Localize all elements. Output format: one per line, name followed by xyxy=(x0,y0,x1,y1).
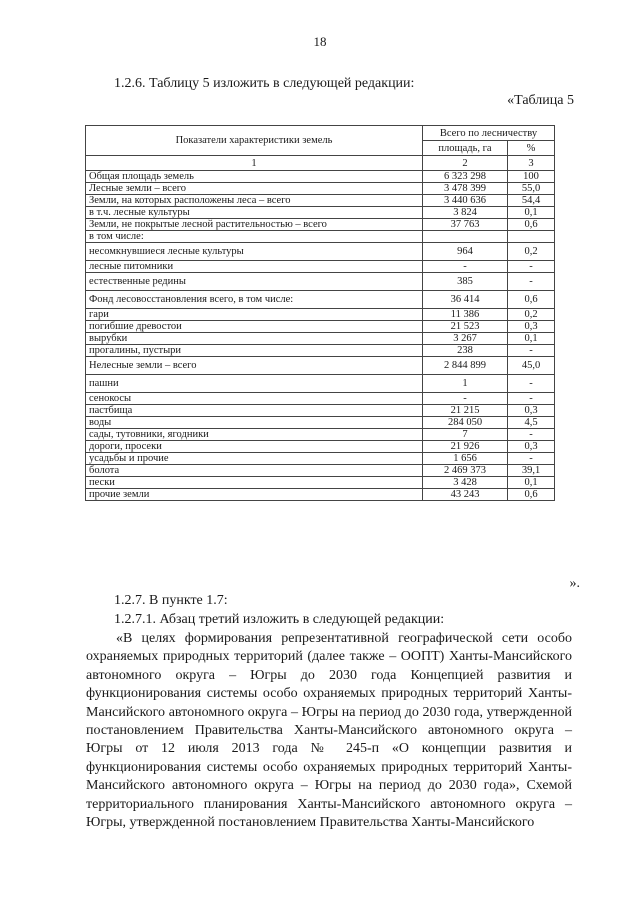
row-percent: - xyxy=(508,375,555,393)
table-row xyxy=(86,171,555,183)
row-percent: 0,3 xyxy=(508,405,555,417)
row-label: пастбища xyxy=(86,405,423,417)
table-row xyxy=(86,345,555,357)
row-area: 2 469 373 xyxy=(423,465,508,477)
header-percent: % xyxy=(508,141,555,156)
section-heading: 1.2.6. Таблицу 5 изложить в следующей редакции: xyxy=(114,76,415,91)
row-label: в том числе: xyxy=(86,231,423,243)
table-row xyxy=(86,261,555,273)
row-percent xyxy=(508,231,555,243)
table-row xyxy=(86,453,555,465)
row-label: в т.ч. лесные культуры xyxy=(86,207,423,219)
row-area: 3 428 xyxy=(423,477,508,489)
row-area: 3 440 636 xyxy=(423,195,508,207)
table-row xyxy=(86,273,555,291)
row-label: вырубки xyxy=(86,333,423,345)
table-row xyxy=(86,489,555,501)
paragraph-1-2-7: 1.2.7. В пункте 1.7: xyxy=(114,593,228,608)
row-percent: - xyxy=(508,393,555,405)
row-area xyxy=(423,231,508,243)
table-row xyxy=(86,309,555,321)
column-number: 1 xyxy=(86,156,423,171)
header-indicators: Показатели характеристики земель xyxy=(86,126,423,156)
table-body xyxy=(86,171,555,501)
row-label: болота xyxy=(86,465,423,477)
table-row xyxy=(86,465,555,477)
land-characteristics-table xyxy=(85,125,555,501)
row-percent: 100 xyxy=(508,171,555,183)
row-area: 21 215 xyxy=(423,405,508,417)
row-label: Земли, не покрытые лесной растительностью – всего xyxy=(86,219,423,231)
row-area: 1 xyxy=(423,375,508,393)
row-label: сенокосы xyxy=(86,393,423,405)
row-label: Нелесные земли – всего xyxy=(86,357,423,375)
table-row xyxy=(86,195,555,207)
row-area: 3 267 xyxy=(423,333,508,345)
table-row xyxy=(86,231,555,243)
row-percent: 39,1 xyxy=(508,465,555,477)
page-number: 18 xyxy=(313,34,327,49)
header-area: площадь, га xyxy=(423,141,508,156)
row-percent: 0,1 xyxy=(508,333,555,345)
table-row xyxy=(86,207,555,219)
closing-quote: ». xyxy=(569,576,580,591)
column-number: 3 xyxy=(508,156,555,171)
table-row xyxy=(86,375,555,393)
row-area: 1 656 xyxy=(423,453,508,465)
row-percent: 4,5 xyxy=(508,417,555,429)
table-row xyxy=(86,183,555,195)
row-label: лесные питомники xyxy=(86,261,423,273)
row-percent: 55,0 xyxy=(508,183,555,195)
header-forestry-total: Всего по лесничеству xyxy=(423,126,555,141)
row-percent: 0,6 xyxy=(508,219,555,231)
row-label: пашни xyxy=(86,375,423,393)
table-row xyxy=(86,429,555,441)
row-area: 37 763 xyxy=(423,219,508,231)
row-label: прочие земли xyxy=(86,489,423,501)
row-label: несомкнувшиеся лесные культуры xyxy=(86,243,423,261)
row-label: прогалины, пустыри xyxy=(86,345,423,357)
table-row xyxy=(86,291,555,309)
row-label: естественные редины xyxy=(86,273,423,291)
table-row xyxy=(86,441,555,453)
row-area: - xyxy=(423,261,508,273)
row-area: 21 926 xyxy=(423,441,508,453)
row-percent: 0,6 xyxy=(508,489,555,501)
table-row xyxy=(86,405,555,417)
row-label: Лесные земли – всего xyxy=(86,183,423,195)
row-percent: 0,1 xyxy=(508,477,555,489)
table-row xyxy=(86,219,555,231)
row-label: воды xyxy=(86,417,423,429)
table-row xyxy=(86,357,555,375)
row-area: 36 414 xyxy=(423,291,508,309)
row-percent: - xyxy=(508,261,555,273)
row-area: - xyxy=(423,393,508,405)
row-percent: - xyxy=(508,429,555,441)
row-area: 3 824 xyxy=(423,207,508,219)
table-row xyxy=(86,477,555,489)
paragraph-1-2-7-1: 1.2.7.1. Абзац третий изложить в следующей редакции: xyxy=(114,612,445,627)
row-percent: 45,0 xyxy=(508,357,555,375)
row-area: 284 050 xyxy=(423,417,508,429)
row-area: 3 478 399 xyxy=(423,183,508,195)
amendment-text: «В целях формирования репрезентативной географической сети особо охраняемых природных территорий (далее также – ООПТ) Ханты-Мансийского автономного округа – Югры до 2030 года Концепцией развития и функционирования системы особо охраняемых природных территорий Ханты-Мансийского автономного округа – Югры на период до 2030 года, утвержденной постановлением Правительства Ханты-Мансийского автономного округа – Югры от 12 июля 2013 года № 245-п «О концепции развития и функционирования системы особо охраняемых природных территорий Ханты-Мансийского автономного округа – Югры на период до 2030 года», Схемой территориального планирования Ханты-Мансийского автономного округа – Югры, утвержденной постановлением Правительства Ханты-Мансийского xyxy=(86,631,572,831)
row-percent: 0,2 xyxy=(508,309,555,321)
table-row xyxy=(86,333,555,345)
column-number: 2 xyxy=(423,156,508,171)
row-area: 2 844 899 xyxy=(423,357,508,375)
row-percent: - xyxy=(508,453,555,465)
row-label: пески xyxy=(86,477,423,489)
row-area: 7 xyxy=(423,429,508,441)
row-label: дороги, просеки xyxy=(86,441,423,453)
row-percent: - xyxy=(508,273,555,291)
row-label: гари xyxy=(86,309,423,321)
row-label: сады, тутовники, ягодники xyxy=(86,429,423,441)
table-row xyxy=(86,243,555,261)
row-area: 21 523 xyxy=(423,321,508,333)
table-row xyxy=(86,417,555,429)
row-label: погибшие древостои xyxy=(86,321,423,333)
row-percent: 0,1 xyxy=(508,207,555,219)
row-area: 6 323 298 xyxy=(423,171,508,183)
table-row xyxy=(86,393,555,405)
row-percent: 0,6 xyxy=(508,291,555,309)
table-caption: «Таблица 5 xyxy=(507,93,574,108)
row-label: Фонд лесовосстановления всего, в том числе: xyxy=(86,291,423,309)
row-area: 385 xyxy=(423,273,508,291)
row-area: 964 xyxy=(423,243,508,261)
table-row xyxy=(86,321,555,333)
row-percent: 0,3 xyxy=(508,321,555,333)
row-percent: 0,3 xyxy=(508,441,555,453)
row-label: Земли, на которых расположены леса – всего xyxy=(86,195,423,207)
row-label: Общая площадь земель xyxy=(86,171,423,183)
row-percent: 0,2 xyxy=(508,243,555,261)
row-percent: 54,4 xyxy=(508,195,555,207)
row-percent: - xyxy=(508,345,555,357)
row-area: 238 xyxy=(423,345,508,357)
row-area: 11 386 xyxy=(423,309,508,321)
row-label: усадьбы и прочие xyxy=(86,453,423,465)
row-area: 43 243 xyxy=(423,489,508,501)
